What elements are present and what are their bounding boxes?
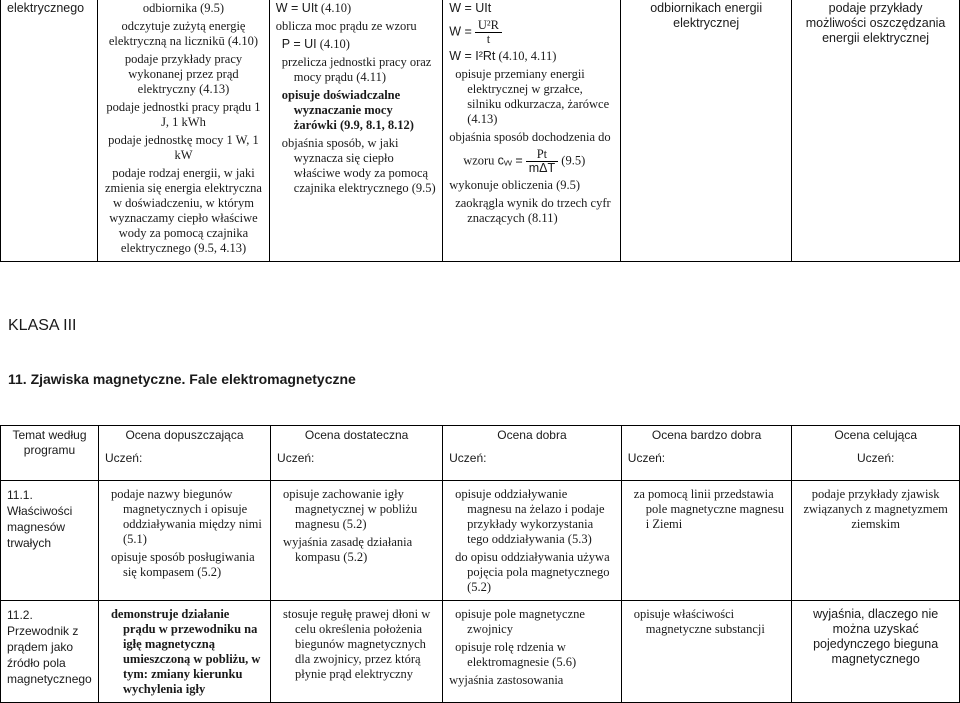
table-row xyxy=(1,481,960,601)
fraction-pt-mdt: $\frac{Pt}{\text{mΔT}}$ xyxy=(526,148,558,175)
formula-power: P = UI (4.10) xyxy=(281,37,350,51)
formula-w-u2r: W = $\frac{\text{U²R}}{t}$ xyxy=(449,19,614,46)
header-celujaca: Ocena celująca Uczeń: xyxy=(792,426,960,481)
row-topic: 11.1. Właściwości magnesów trwałych xyxy=(1,481,99,601)
header-dopuszczajaca: Ocena dopuszczająca Uczeń: xyxy=(98,426,270,481)
formula-w-uit: W = UIt xyxy=(449,1,492,15)
header-dobra: Ocena dobra Uczeń: xyxy=(443,426,622,481)
top-c2-line: odczytuje zużytą energię elektryczną na licznikū (4.10) xyxy=(108,19,259,48)
header-topic: Temat według programu xyxy=(1,426,99,481)
cell-dobra: opisuje pole magnetyczne zwojnicy opisuje rolę rdzenia w elektromagnesie (5.6) wyjaśnia zastosowania xyxy=(443,601,622,703)
cell-dostateczna: opisuje zachowanie igły magnetycznej w pobliżu magnesu (5.2) wyjaśnia zasadę działania kompasu (5.2) xyxy=(271,481,443,601)
grades-table xyxy=(0,425,960,703)
derivation-line: objaśnia sposób dochodzenia do xyxy=(449,130,611,144)
top-c6-text: podaje przykłady możliwości oszczędzania energii elektrycznej xyxy=(805,1,946,45)
fraction-u2r-t: $\frac{\text{U²R}}{t}$ xyxy=(475,19,502,46)
grades-header-row xyxy=(1,426,960,481)
cell-celujaca: wyjaśnia, dlaczego nie można uzyskać pojedynczego bieguna magnetycznego xyxy=(792,601,960,703)
top-topic-cell xyxy=(1,0,98,262)
top-dobra-cell xyxy=(443,0,621,262)
cell-bardzo-dobra: opisuje właściwości magnetyczne substancji xyxy=(621,601,792,703)
power-formula-line: oblicza moc prądu ze wzoru xyxy=(275,19,417,33)
header-dostateczna: Ocena dostateczna Uczeń: xyxy=(271,426,443,481)
rounding-line: zaokrągla wynik do trzech cyfr znaczących (8.11) xyxy=(455,196,611,225)
top-celujaca-cell xyxy=(792,0,960,262)
table-row xyxy=(1,601,960,703)
formula-work: W = UIt (4.10) xyxy=(275,1,352,15)
formula-cw: wzoru cᵥᵥ = $\frac{Pt}{\text{mΔT}}$ (9.5) xyxy=(463,147,586,175)
top-table xyxy=(0,0,960,262)
cell-dostateczna: stosuje regułę prawej dłoni w celu określenia położenia biegunów magnetycznych dla zwojnicy, przez którą płynie prąd elektryczny xyxy=(271,601,443,703)
header-bardzo-dobra: Ocena bardzo dobra Uczeń: xyxy=(621,426,792,481)
top-bardzo-dobra-cell xyxy=(621,0,792,262)
experiment-line: opisuje doświadczalne wyznaczanie mocy żarówki (9.9, 8.1, 8.12) xyxy=(281,88,414,132)
specific-heat-line: objaśnia sposób, w jaki wyznacza się ciepło właściwe wody za pomocą czajnika elektrycznego (9.5) xyxy=(281,136,436,195)
top-topic-text: elektrycznego xyxy=(7,1,85,15)
top-c2-line: podaje rodzaj energii, w jaki zmienia się energia elektryczna w doświadczeniu, w którym wyznaczamy ciepło właściwe wody za pomocą czajnika elektrycznego (9.5, 4.13) xyxy=(104,166,262,255)
cell-bardzo-dobra: za pomocą linii przedstawia pole magnetyczne magnesu i Ziemi xyxy=(621,481,792,601)
cell-dopuszczajaca: podaje nazwy biegunów magnetycznych i opisuje oddziaływania między nimi (5.1) opisuje sposób posługiwania się kompasem (5.2) xyxy=(98,481,270,601)
top-dostateczna-cell xyxy=(269,0,442,262)
energy-conversion-line: opisuje przemiany energii elektrycznej w grzałce, silniku odkurzacza, żarówce (4.13) xyxy=(455,67,610,126)
class-heading: KLASA III xyxy=(8,317,77,334)
top-dopuszczajaca-cell xyxy=(98,0,270,262)
section-title: 11. Zjawiska magnetyczne. Fale elektromagnetyczne xyxy=(8,371,356,387)
top-c2-line: podaje przykłady pracy wykonanej przez prąd elektryczny (4.13) xyxy=(124,52,243,96)
row-topic: 11.2. Przewodnik z prądem jako źródło pola magnetycznego xyxy=(1,601,99,703)
top-c2-line: odbiornika (9.5) xyxy=(142,1,225,15)
cell-dopuszczajaca: demonstruje działanie prądu w przewodniku na igłę magnetyczną umieszczoną w pobliżu, w tym: zmiany kierunku wychylenia igły xyxy=(98,601,270,703)
cell-celujaca: podaje przykłady zjawisk związanych z magnetyzmem ziemskim xyxy=(792,481,960,601)
top-c5-text: odbiornikach energii elektrycznej xyxy=(650,1,763,30)
top-c2-line: podaje jednostki pracy prądu 1 J, 1 kWh xyxy=(106,100,261,129)
top-c2-line: podaje jednostkę mocy 1 W, 1 kW xyxy=(108,133,259,162)
units-line: przelicza jednostki pracy oraz mocy prądu (4.11) xyxy=(281,55,432,84)
calc-line: wykonuje obliczenia (9.5) xyxy=(449,178,581,192)
formula-w-i2rt: W = I²Rt (4.10, 4.11) xyxy=(449,49,557,63)
cell-dobra: opisuje oddziaływanie magnesu na żelazo i podaje przykłady wykorzystania tego oddziaływania (5.3) do opisu oddziaływania używa pojęcia pola magnetycznego (5.2) xyxy=(443,481,622,601)
